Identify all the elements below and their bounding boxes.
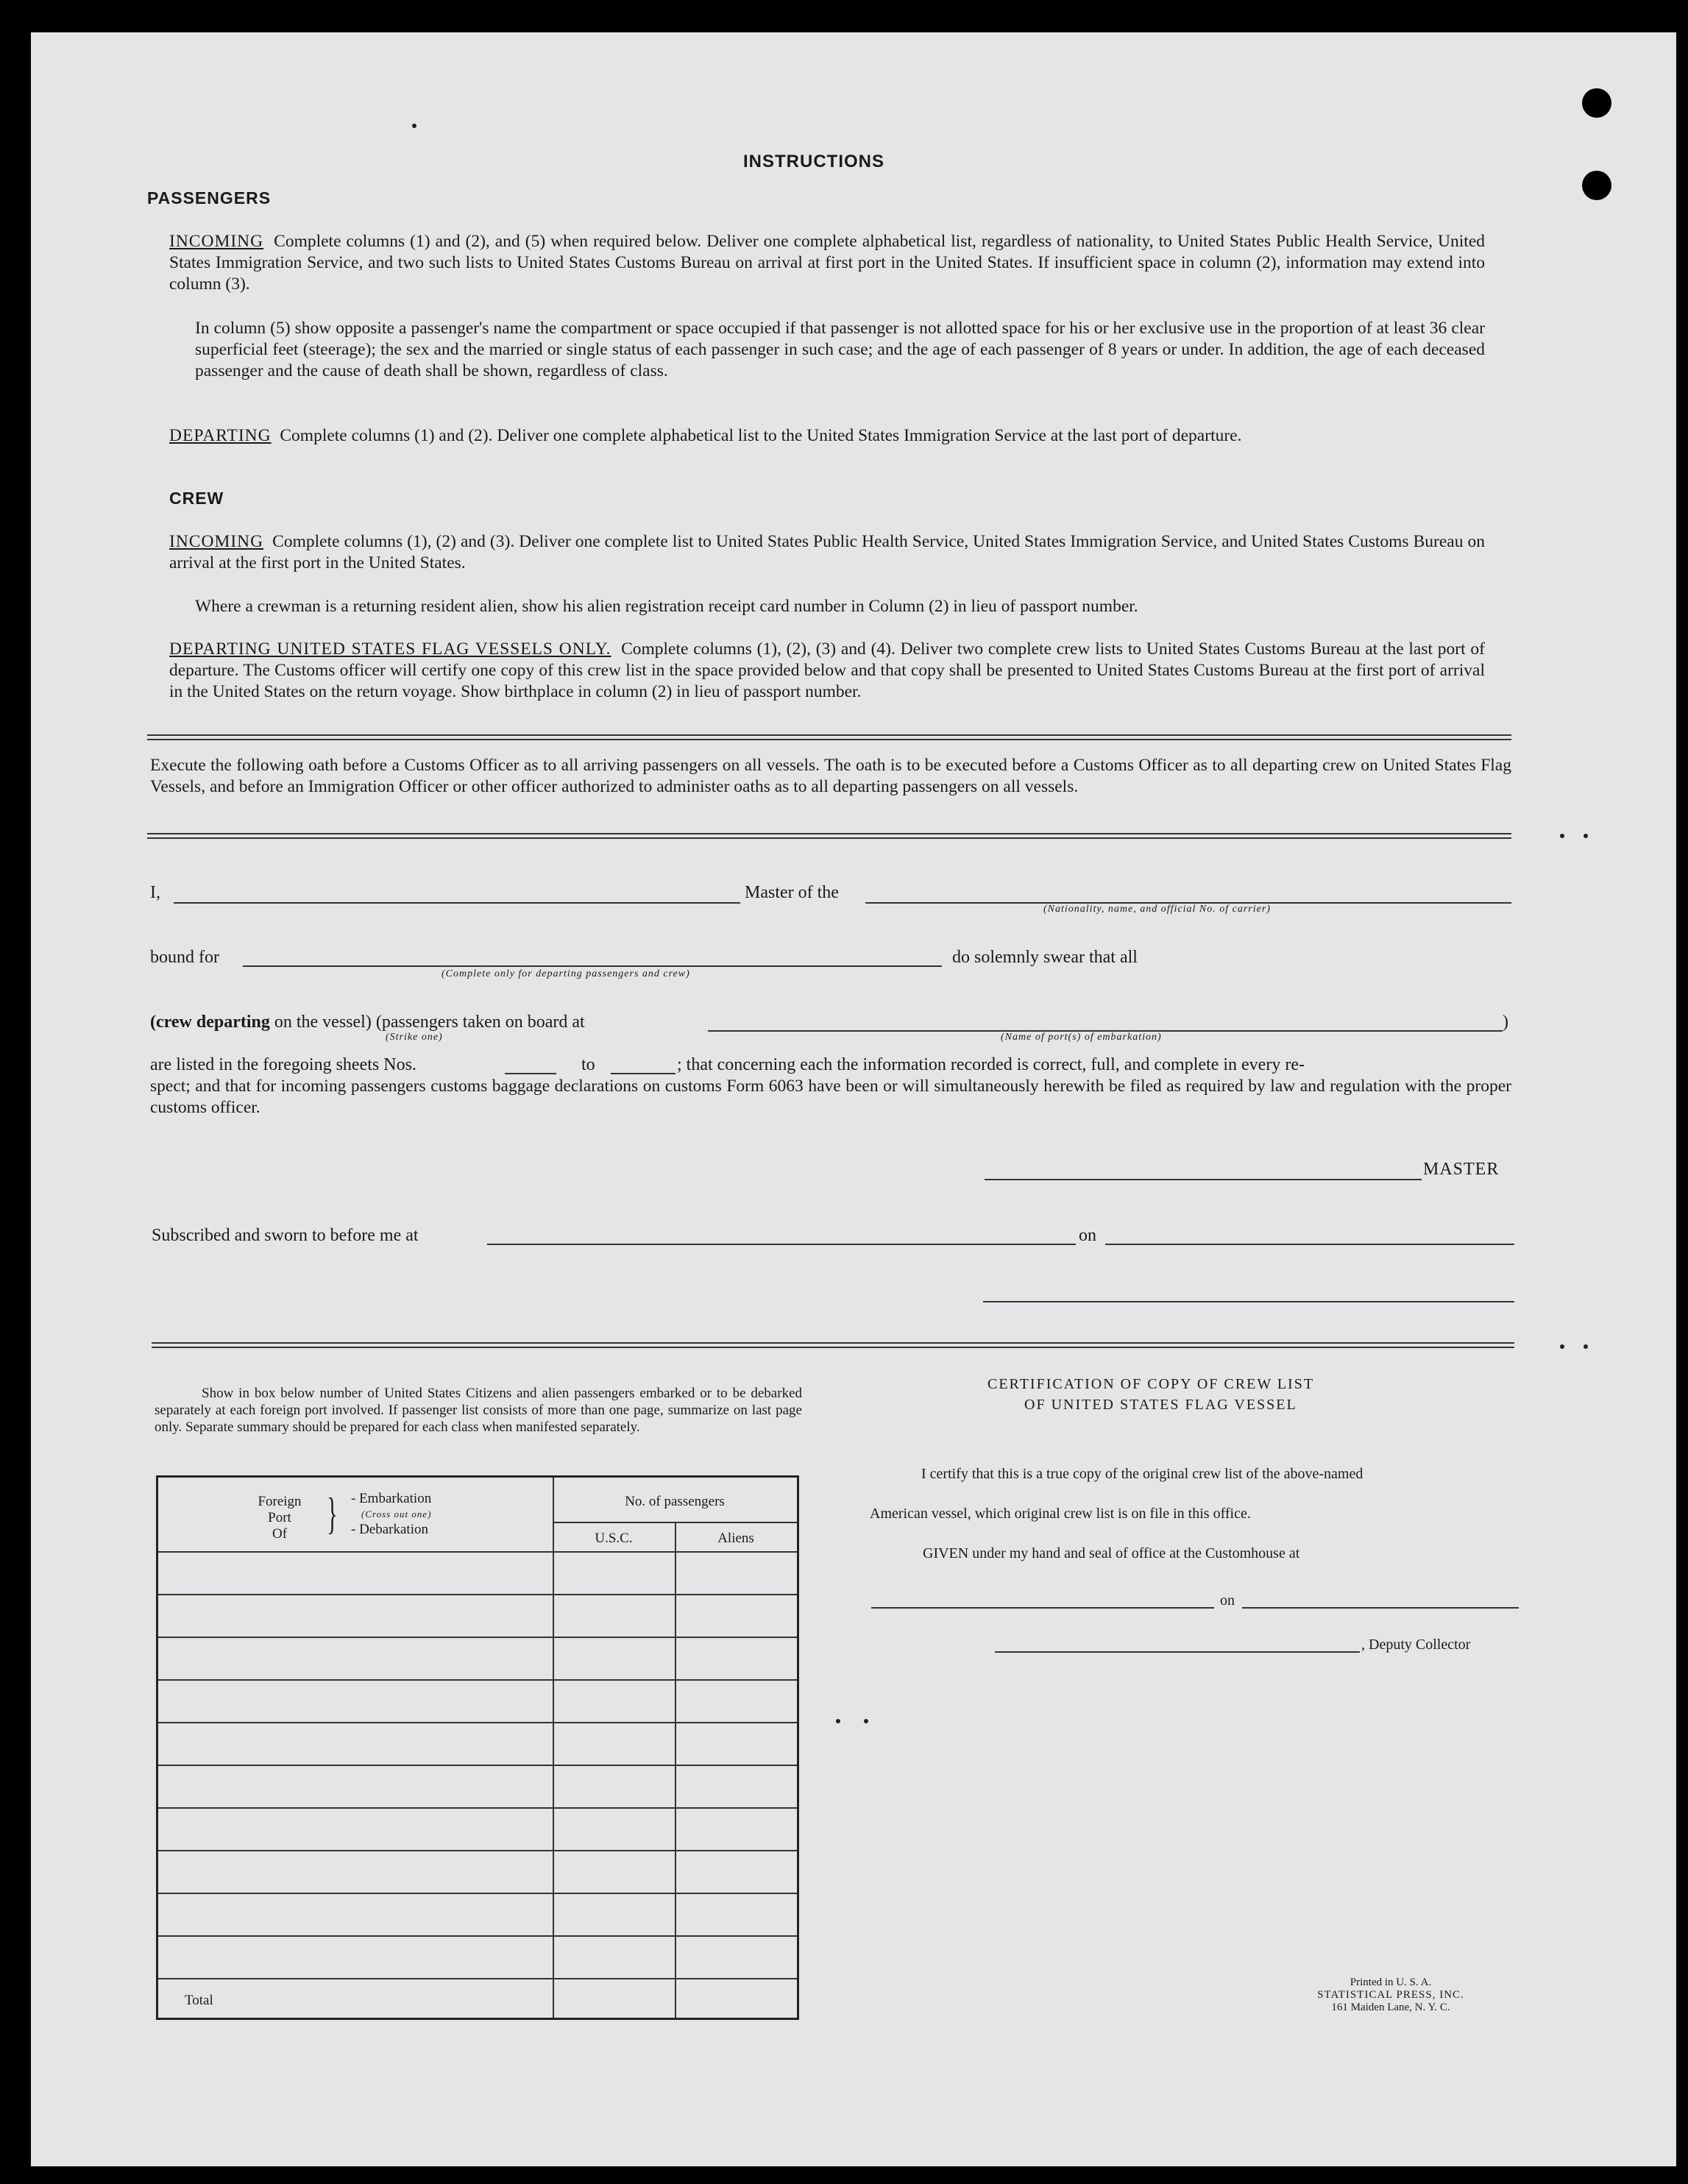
master-signature-line[interactable] [985, 1179, 1422, 1180]
passengers-departing-paragraph [169, 425, 1485, 447]
oath-carrier-caption: (Nationality, name, and official No. of carrier) [1043, 904, 1271, 915]
table-row-line [158, 1594, 797, 1595]
crew-departing-paragraph [169, 639, 1485, 703]
summary-instructions: Show in box below number of United States Citizens and alien passengers embarked or to be debarked separately at each foreign port involved. If passenger list consists of more than one page, summarize on last page only. Separate summary should be prepared for each class when manifested separately. [155, 1386, 802, 1435]
header-debarkation: - Debarkation [351, 1522, 428, 1537]
passengers-departing-text: Complete columns (1) and (2). Deliver one complete alphabetical list to the United States Immigration Service at the last port of departure. [280, 426, 1242, 445]
header-port: Port [268, 1510, 291, 1525]
oath-intro-paragraph: Execute the following oath before a Customs Officer as to all arriving passengers on all vessels. The oath is to be executed before a Customs Officer as to all departing crew on United States Flag Vessels, and before an Immigration Officer or other officer authorized to administer oaths as to all departing passengers on all vessels. [150, 756, 1511, 796]
scan-speck [1584, 834, 1588, 838]
cert-title-1: CERTIFICATION OF COPY OF CREW LIST [987, 1376, 1315, 1392]
oath-i-label: I, [150, 883, 160, 902]
divider-1 [147, 734, 1511, 740]
oath-listed-prefix: are listed in the foregoing sheets Nos. [150, 1055, 416, 1074]
crew-incoming-paragraph [169, 531, 1485, 574]
table-row-line [158, 1978, 797, 1979]
header-embarkation: - Embarkation [351, 1491, 432, 1506]
table-row-line [158, 1637, 797, 1638]
crew-incoming-text: Complete columns (1), (2) and (3). Deliver one complete list to United States Public Health Service, United States Immigration Service, and United States Customs Bureau on arrival at the first port in the United States. [169, 532, 1485, 572]
cert-place-line[interactable] [871, 1607, 1214, 1609]
scan-speck [1560, 1344, 1564, 1349]
oath-master-of-label: Master of the [745, 883, 839, 902]
subscribed-place-line[interactable] [487, 1244, 1076, 1245]
table-header-bottom [158, 1551, 797, 1553]
cert-title-2: OF UNITED STATES FLAG VESSEL [1024, 1397, 1297, 1413]
oath-listed-suffix: ; that concerning each the information recorded is correct, full, and complete in every re- [677, 1055, 1305, 1074]
cert-line-3: GIVEN under my hand and seal of office at the Customhouse at [923, 1545, 1300, 1561]
printer-line-1: Printed in U. S. A. [1350, 1976, 1432, 1988]
oath-close-paren: ) [1503, 1013, 1508, 1032]
crew-resident-paragraph: Where a crewman is a returning resident alien, show his alien registration receipt card number in Column (2) in lieu of passport number. [195, 597, 1138, 616]
passengers-heading: PASSENGERS [147, 188, 272, 208]
scan-speck [1584, 1344, 1588, 1349]
subscribed-label: Subscribed and sworn to before me at [152, 1226, 419, 1245]
oath-name-line[interactable] [174, 902, 740, 904]
oath-on-vessel-text: on the vessel) [274, 1013, 372, 1032]
crew-heading: CREW [169, 489, 224, 508]
scan-speck [1560, 834, 1564, 838]
scan-speck [836, 1719, 840, 1723]
oath-sheet-from-line[interactable] [505, 1073, 556, 1074]
oath-strike-caption: (Strike one) [386, 1032, 443, 1043]
oath-bound-for-label: bound for [150, 948, 219, 967]
table-row-line [158, 1679, 797, 1681]
officer-signature-line[interactable] [983, 1301, 1514, 1302]
punch-hole-second [1582, 171, 1611, 200]
table-row-line [158, 1893, 797, 1894]
passengers-incoming-paragraph [169, 231, 1485, 295]
divider-3 [152, 1342, 1514, 1348]
brace-icon: } [327, 1489, 338, 1538]
header-foreign: Foreign [258, 1494, 302, 1509]
oath-bound-for-line[interactable] [243, 965, 942, 967]
crew-incoming-label: INCOMING [169, 532, 264, 551]
crew-departing-label: DEPARTING UNITED STATES FLAG VESSELS ONLY. [169, 639, 611, 659]
table-total-label: Total [185, 1993, 213, 2008]
scan-speck [412, 124, 416, 128]
passengers-departing-label: DEPARTING [169, 426, 272, 445]
cert-deputy-collector: , Deputy Collector [1361, 1637, 1471, 1653]
table-row-line [158, 1935, 797, 1937]
header-num-passengers: No. of passengers [625, 1494, 725, 1509]
deputy-signature-line[interactable] [995, 1651, 1360, 1653]
oath-to-label: to [581, 1055, 595, 1074]
instructions-title: INSTRUCTIONS [743, 152, 884, 171]
oath-crew-departing-text: (crew departing [150, 1013, 270, 1032]
crew-departing-text: Complete columns (1), (2), (3) and (4). Deliver two complete crew lists to United States Customs Bureau at the last port of departure. The Customs officer will certify one copy of this crew list in the space provided below and that copy shall be presented to United States Customs Bureau at the first port of arrival in the United States on the return voyage. Show birthplace in column (2) in lieu of passport number. [169, 639, 1486, 701]
table-vline-2 [675, 1522, 676, 2018]
table-row-line [158, 1850, 797, 1851]
oath-swear-label: do solemnly swear that all [952, 948, 1138, 967]
divider-2 [147, 833, 1511, 839]
printer-imprint [1273, 1976, 1508, 2014]
table-row-line [158, 1722, 797, 1723]
oath-listed-rest: spect; and that for incoming passengers customs baggage declarations on customs Form 6063 have been or will simultaneously herewith be filed as required by law and regulation with the proper customs officer. [150, 1077, 1511, 1117]
oath-sheet-to-line[interactable] [611, 1073, 675, 1074]
passengers-column5-paragraph: In column (5) show opposite a passenger's name the compartment or space occupied if that passenger is not allotted space for his or her exclusive use in the proportion of at least 36 clear superficial feet (steerage); the sex and the married or single status of each passenger in such case; and the age of each passenger of 8 years or under. In addition, the age of each deceased passenger and the cause of death shall be shown, regardless of class. [195, 319, 1485, 380]
oath-bound-caption: (Complete only for departing passengers and crew) [441, 968, 690, 979]
cert-on-label: on [1220, 1592, 1235, 1609]
printer-line-3: 161 Maiden Lane, N. Y. C. [1331, 2002, 1450, 2013]
scan-speck [864, 1719, 868, 1723]
header-aliens: Aliens [717, 1531, 754, 1546]
passenger-summary-table [156, 1475, 799, 2020]
punch-hole-top [1582, 88, 1611, 118]
oath-crew-departing [150, 1013, 585, 1032]
table-row-line [158, 1765, 797, 1766]
header-cross-out: (Cross out one) [361, 1508, 432, 1520]
printer-line-2: STATISTICAL PRESS, INC. [1317, 1989, 1464, 2001]
table-row-line [158, 1807, 797, 1809]
header-of: Of [272, 1526, 288, 1542]
subscribed-on-label: on [1079, 1226, 1096, 1245]
header-usc: U.S.C. [595, 1531, 633, 1546]
subscribed-date-line[interactable] [1105, 1244, 1514, 1245]
passengers-incoming-text: Complete columns (1) and (2), and (5) when required below. Deliver one complete alphabetical list, regardless of nationality, to United States Public Health Service, United States Immigration Service, and two such lists to United States Customs Bureau on arrival at first port in the United States. If insufficient space in column (2), information may extend into column (3). [169, 232, 1486, 294]
cert-date-line[interactable] [1242, 1607, 1519, 1609]
master-label: MASTER [1423, 1160, 1500, 1179]
passengers-incoming-label: INCOMING [169, 232, 264, 251]
cert-line-2: American vessel, which original crew list is on file in this office. [870, 1506, 1251, 1522]
oath-passengers-taken-text: (passengers taken on board at [375, 1013, 585, 1032]
oath-ports-caption: (Name of port(s) of embarkation) [1001, 1032, 1162, 1043]
cert-line-1: I certify that this is a true copy of the original crew list of the above-named [921, 1466, 1363, 1482]
